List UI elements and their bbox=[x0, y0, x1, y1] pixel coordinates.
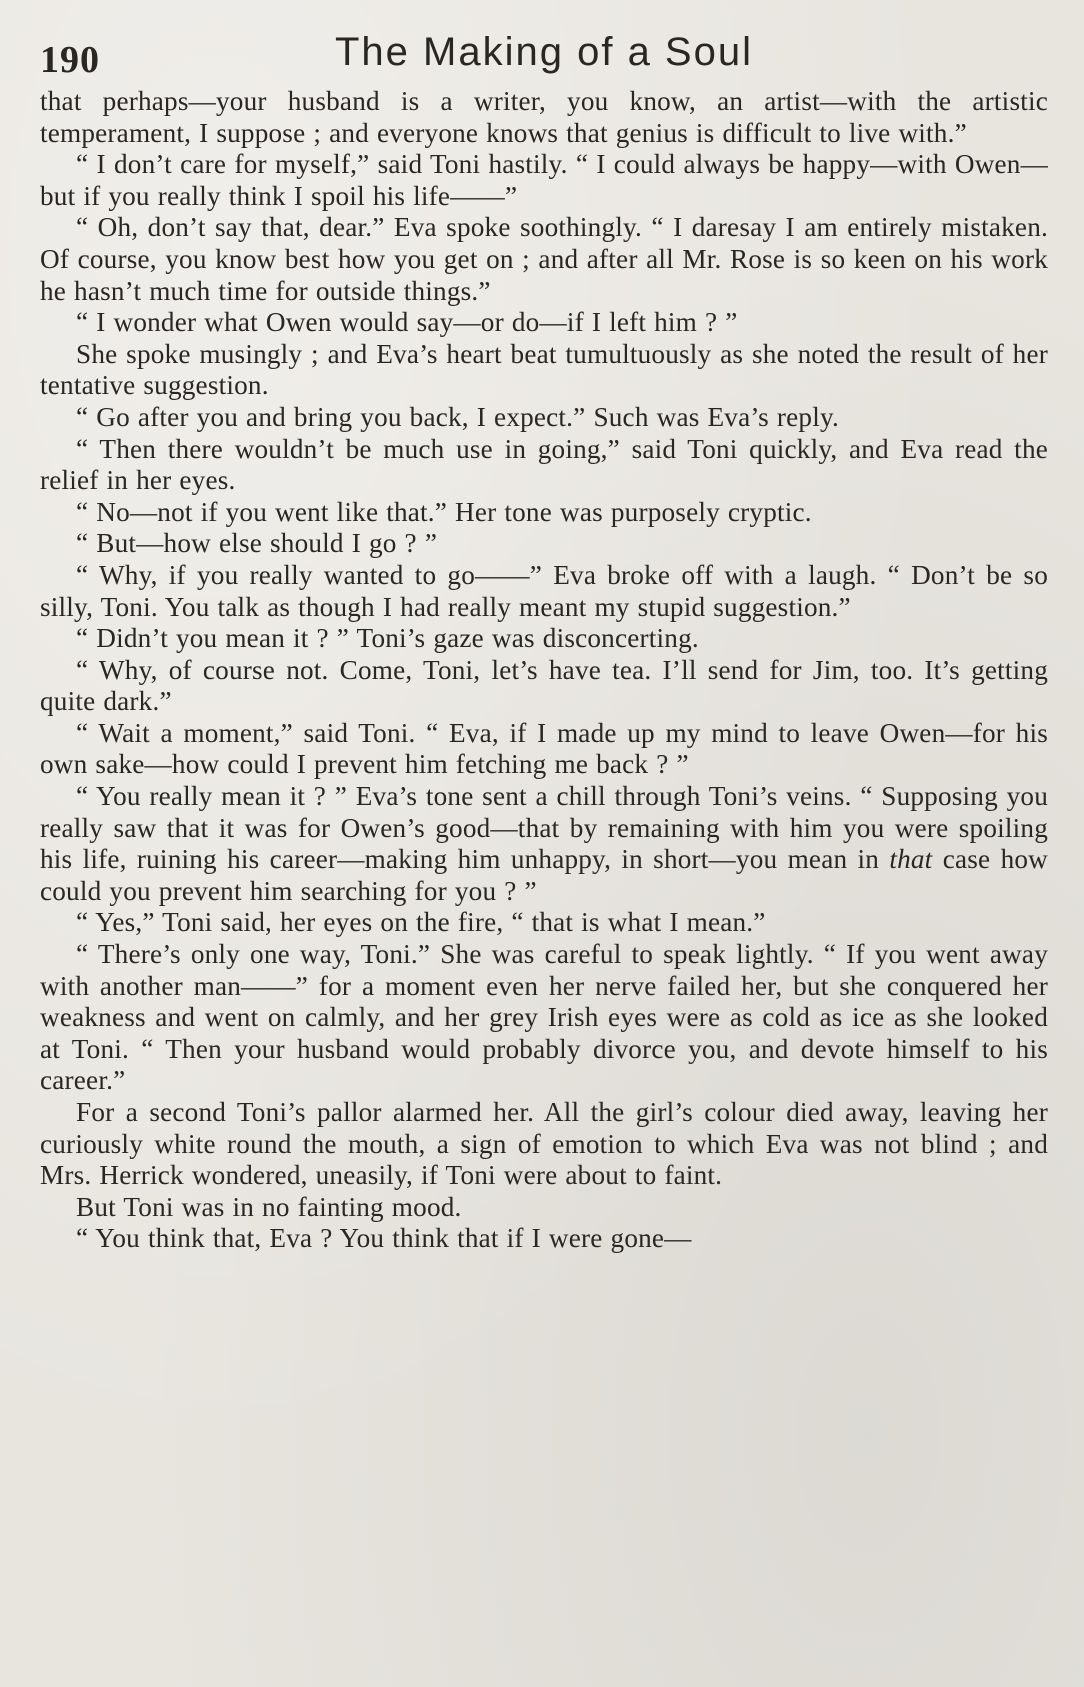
paragraph: “ Why, if you really wanted to go——” Eva broke off with a laugh. “ Don’t be so silly, Toni. You talk as though I had really meant my stupid suggestion.” bbox=[40, 559, 1048, 622]
paragraph bbox=[40, 781, 1048, 907]
paragraph: “ But—how else should I go ? ” bbox=[76, 528, 438, 559]
paragraph: “ No—not if you went like that.” Her tone was purposely cryptic. bbox=[76, 496, 812, 527]
paragraph: “ Wait a moment,” said Toni. “ Eva, if I made up my mind to leave Owen—for his own sake—how could I prevent him fetching me back ? ” bbox=[40, 717, 1048, 780]
paragraph: “ Didn’t you mean it ? ” Toni’s gaze was disconcerting. bbox=[76, 623, 699, 654]
paragraph: For a second Toni’s pallor alarmed her. All the girl’s colour died away, leaving her curiously white round the mouth, a sign of emotion to which Eva was not blind ; and Mrs. Herrick wondered, uneasily, if Toni were about to faint. bbox=[40, 1097, 1048, 1191]
paragraph: “ Then there wouldn’t be much use in going,” said Toni quickly, and Eva read the relief in her eyes. bbox=[40, 433, 1048, 496]
paragraph: “ There’s only one way, Toni.” She was careful to speak lightly. “ If you went away with another man——” for a moment even her nerve failed her, but she conquered her weakness and went on calmly, and her grey Irish eyes were as cold as ice as she looked at Toni. “ Then your husband would probably divorce you, and devote himself to his career.” bbox=[40, 939, 1048, 1096]
paragraph: “ Oh, don’t say that, dear.” Eva spoke soothingly. “ I daresay I am entirely mistaken. Of course, you know best how you get on ; and after all Mr. Rose is so keen on his work he hasn’t much time for outside things.” bbox=[40, 212, 1048, 306]
paragraph: “ I wonder what Owen would say—or do—if I left him ? ” bbox=[76, 307, 738, 338]
paragraph: “ Yes,” Toni said, her eyes on the fire, “ that is what I mean.” bbox=[76, 907, 766, 938]
paragraph: “ I don’t care for myself,” said Toni hastily. “ I could always be happy—with Owen—but if you really think I spoil his life——” bbox=[40, 149, 1048, 211]
paragraph-text: case how could you prevent him searching for you ? ” bbox=[40, 844, 1048, 906]
paragraph: that perhaps—your husband is a writer, you know, an artist—with the artistic temperament, I suppose ; and everyone knows that genius is difficult to live with.” bbox=[40, 86, 1048, 148]
italic-emphasis: that bbox=[889, 844, 933, 875]
body-text bbox=[40, 86, 1048, 1255]
paragraph: “ Go after you and bring you back, I expect.” Such was Eva’s reply. bbox=[76, 401, 839, 432]
paragraph: But Toni was in no fainting mood. bbox=[76, 1191, 462, 1222]
page-header bbox=[40, 28, 1048, 84]
paragraph: “ You think that, Eva ? You think that if I were gone— bbox=[76, 1223, 692, 1254]
paragraph: She spoke musingly ; and Eva’s heart beat tumultuously as she noted the result of her tentative suggestion. bbox=[40, 338, 1048, 401]
paragraph: “ Why, of course not. Come, Toni, let’s have tea. I’ll send for Jim, too. It’s getting quite dark.” bbox=[40, 654, 1048, 717]
page-number: 190 bbox=[40, 39, 100, 81]
paragraph-text: “ You really mean it ? ” Eva’s tone sent a chill through Toni’s veins. “ Supposing you really saw that it was for Owen’s good—that by remaining with him you were spoiling his life, ruining his career—making him unhappy, in short—you mean in bbox=[40, 781, 1048, 875]
running-title: The Making of a Soul bbox=[335, 30, 753, 74]
